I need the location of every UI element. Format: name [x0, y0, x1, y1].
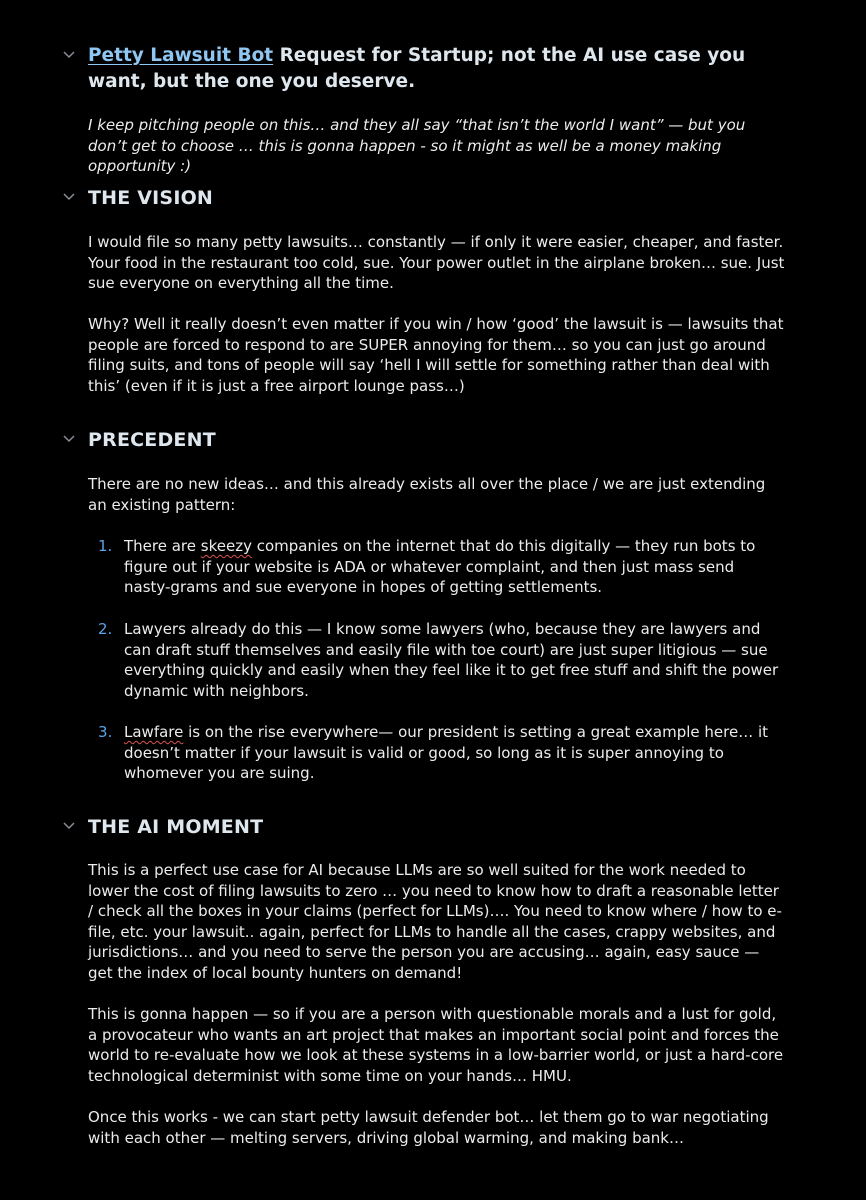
vision-paragraph-1: I would file so many petty lawsuits… constantly — if only it were easier, cheaper, and faster. Your food in the restaurant too cold, sue. Your power outlet in the airplane broken… sue. Just sue everyone on everything all the time.	[88, 233, 785, 293]
page-title	[88, 43, 788, 95]
list-item-text: Lawfare is on the rise everywhere— our president is setting a great example here… it doesn’t matter if your lawsuit is valid or good, so long as it is super annoying to whomever you are suing.	[124, 723, 769, 783]
list-number: 2.	[98, 620, 113, 638]
ai-moment-heading-row	[60, 814, 263, 840]
list-item	[98, 619, 788, 701]
chevron-down-icon[interactable]	[60, 43, 88, 63]
ai-moment-paragraph-2: This is gonna happen — so if you are a person with questionable morals and a lust for gold, a provocateur who wants an art project that makes an important social point and forces the world to re-evaluate how we look at these systems in a low-barrier world, or just a hard-core technological determinist with some time on your hands… HMU.	[88, 1005, 784, 1085]
precedent-heading: PRECEDENT	[88, 429, 216, 451]
list-item-text: Lawyers already do this — I know some lawyers (who, because they are lawyers and can draft stuff themselves and easily file with toe court) are just super litigious — sue everything quickly and easily when they feel like it to get free stuff and shift the power dynamic with neighbors.	[124, 620, 779, 700]
chevron-down-icon[interactable]	[60, 427, 88, 447]
subtitle: I keep pitching people on this… and they all say “that isn’t the world I want” — but you don’t get to choose … this is gonna happen - so it might as well be a money making opportunity :)	[88, 116, 746, 176]
vision-heading: THE VISION	[88, 187, 214, 209]
list-number: 1.	[98, 537, 113, 555]
list-item-text: There are skeezy companies on the internet that do this digitally — they run bots to figure out if your website is ADA or whatever complaint, and then just mass send nasty-grams and sue everyone in hopes of getting settlements.	[124, 537, 756, 597]
chevron-down-icon[interactable]	[60, 814, 88, 834]
vision-heading-row	[60, 185, 213, 211]
title-link[interactable]: Petty Lawsuit Bot	[88, 45, 274, 66]
list-number: 3.	[98, 723, 113, 741]
title-text: Request for Startup; not the AI use case you want, but the one you deserve.	[88, 45, 746, 92]
list-item	[98, 722, 788, 784]
vision-paragraph-2: Why? Well it really doesn’t even matter if you win / how ‘good’ the lawsuit is — lawsuits that people are forced to respond to are SUPER annoying for them… so you can just go around filing suits, and tons of people will say ‘hell I will settle for something rather than deal with this’ (even if it is just a free airport lounge pass…)	[88, 315, 784, 395]
chevron-down-icon[interactable]	[60, 185, 88, 205]
precedent-intro: There are no new ideas… and this already exists all over the place / we are just extending an existing pattern:	[88, 475, 766, 514]
ai-moment-heading: THE AI MOMENT	[88, 816, 264, 838]
spellcheck-flag[interactable]: skeezy	[200, 537, 252, 555]
spellcheck-flag[interactable]: Lawfare	[124, 723, 184, 741]
precedent-heading-row	[60, 427, 216, 453]
list-item	[98, 536, 788, 598]
ai-moment-paragraph-3: Once this works - we can start petty lawsuit defender bot… let them go to war negotiating with each other — melting servers, driving global warming, and making bank…	[88, 1108, 769, 1147]
title-block	[60, 43, 788, 95]
ai-moment-paragraph-1: This is a perfect use case for AI because LLMs are so well suited for the work needed to lower the cost of filing lawsuits to zero … you need to know how to draft a reasonable letter / check all the boxes in your claims (perfect for LLMs)…. You need to know where / how to e-file, etc. your lawsuit.. again, perfect for LLMs to handle all the cases, crappy websites, and jurisdictions… and you need to serve the person you are accusing… again, easy sauce — get the index of local bounty hunters on demand!	[88, 861, 782, 982]
